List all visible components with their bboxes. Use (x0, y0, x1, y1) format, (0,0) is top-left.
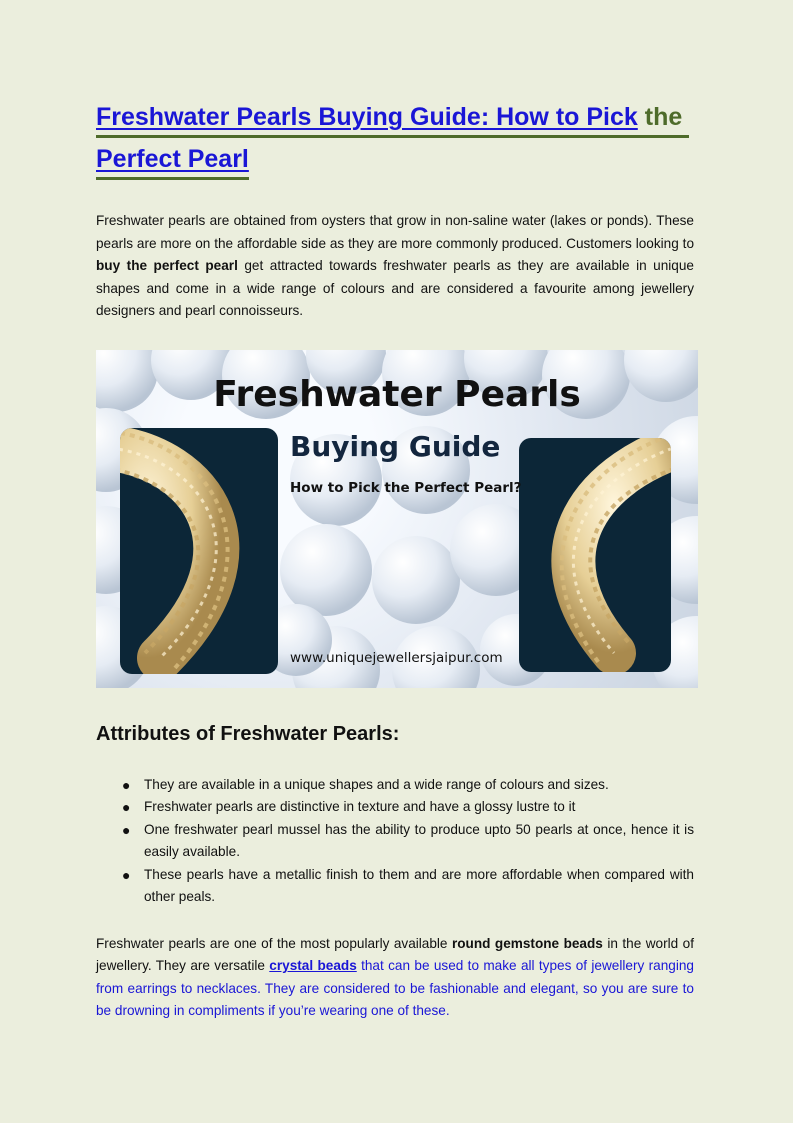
title-rest: the (644, 103, 683, 131)
intro-paragraph (96, 210, 694, 323)
banner-question: How to Pick the Perfect Pearl? (290, 479, 522, 496)
closing-text-3: that can be used to make all types of jewellery ranging from earrings to necklaces. They are considered to be fashionable and elegant, so you are sure to be drowning in compliments if you’re wearing one of these. (96, 958, 694, 1018)
title-link-line2[interactable]: Perfect Pearl (96, 145, 249, 173)
crystal-beads-link[interactable]: crystal beads (269, 958, 357, 973)
document-page (96, 96, 694, 1023)
intro-text-1: Freshwater pearls are obtained from oysters that grow in non-saline water (lakes or ponds). These pearls are more on the affordable side as they are more commonly produced. Customers looking to (96, 213, 694, 251)
list-item-text: Freshwater pearls are distinctive in texture and have a glossy lustre to it (144, 799, 576, 814)
intro-bold-phrase: buy the perfect pearl (96, 258, 238, 273)
closing-paragraph (96, 933, 694, 1023)
pearl-strand-panel-left (120, 428, 278, 674)
list-item (122, 796, 694, 819)
banner-title: Freshwater Pearls (213, 373, 581, 415)
bullet-icon: ● (122, 821, 131, 838)
banner-image (96, 350, 698, 688)
banner-subtitle: Buying Guide (290, 429, 501, 463)
pearl-strands-icon-right (519, 438, 671, 672)
list-item-text: These pearls have a metallic finish to them and are more affordable when compared with other peals. (144, 866, 694, 904)
attributes-heading: Attributes of Freshwater Pearls: (96, 722, 400, 745)
bullet-icon: ● (122, 799, 131, 815)
attributes-list (96, 774, 694, 909)
closing-text-1: Freshwater pearls are one of the most popularly available (96, 935, 452, 951)
banner-url: www.uniquejewellersjaipur.com (290, 649, 503, 666)
closing-bold-phrase: round gemstone beads (451, 935, 603, 951)
bullet-icon: ● (122, 866, 131, 883)
closing-text-2: in the world of jewellery. They are versatile (96, 935, 694, 973)
page-title (96, 96, 694, 180)
bullet-icon: ● (122, 776, 131, 793)
list-item (122, 819, 694, 864)
pearl-strand-panel-right (519, 438, 671, 672)
list-item (122, 864, 694, 909)
intro-text-2: get attracted towards freshwater pearls as they are available in unique shapes and come in a wide range of colours and are considered a favourite among jewellery designers and pearl connoisseurs. (96, 258, 694, 318)
list-item-text: They are available in a unique shapes and a wide range of colours and sizes. (144, 776, 609, 792)
list-item (122, 774, 694, 797)
pearl-strands-icon (120, 428, 278, 674)
title-line-1 (96, 96, 689, 138)
list-item-text: One freshwater pearl mussel has the ability to produce upto 50 pearls at once, hence it is easily available. (144, 821, 694, 859)
title-link[interactable]: Freshwater Pearls Buying Guide: How to Pick (96, 103, 638, 131)
title-line-2 (96, 138, 249, 180)
